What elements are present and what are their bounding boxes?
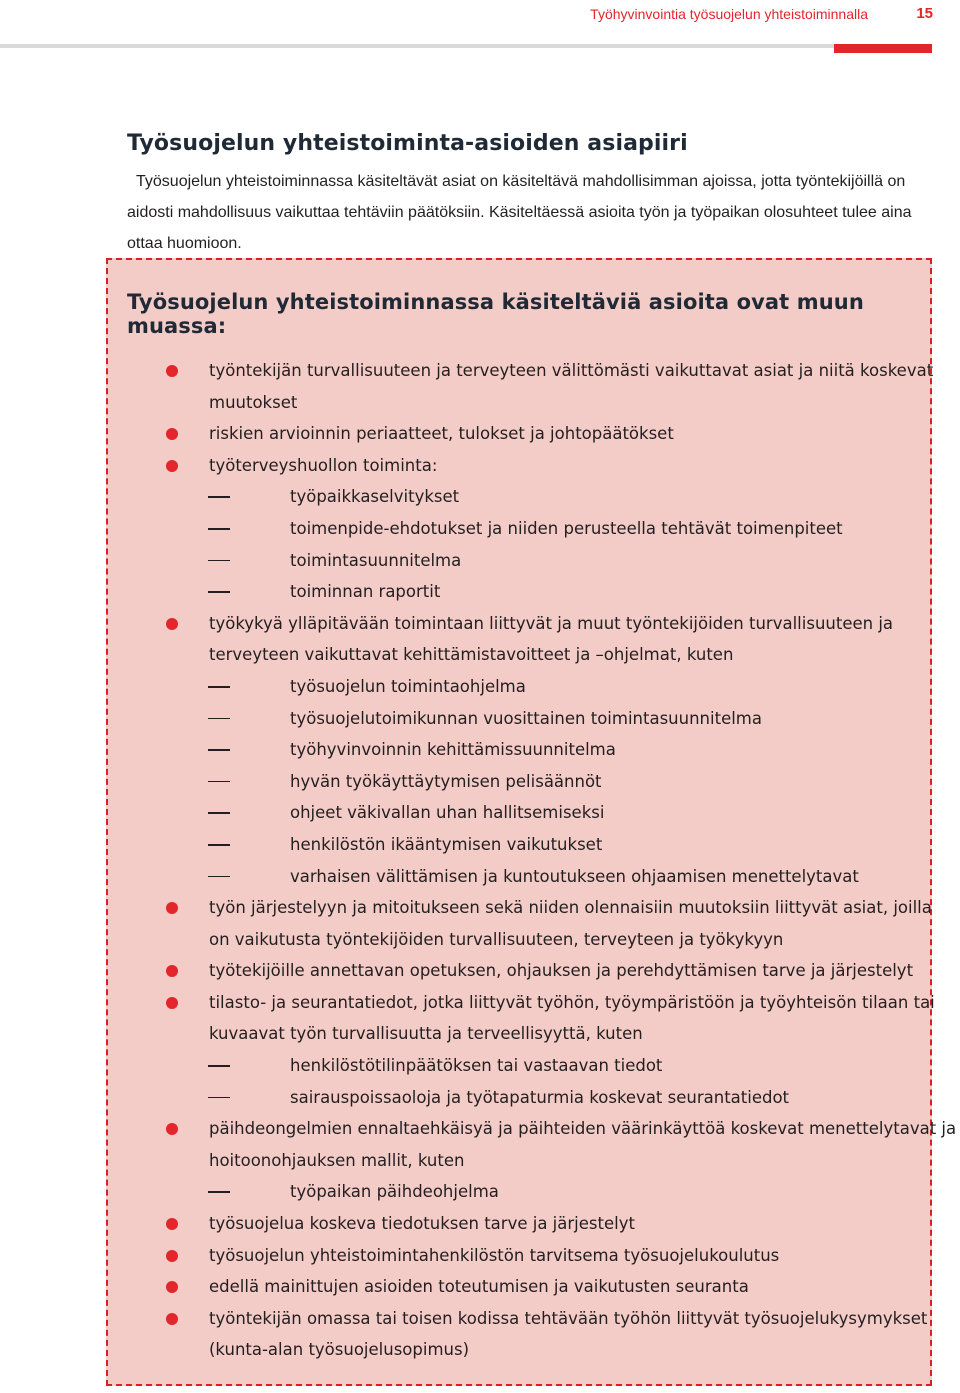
bullet-icon (166, 997, 178, 1009)
bullet-icon (166, 1281, 178, 1293)
sub-list-item (0, 576, 960, 608)
bullet-icon (166, 1250, 178, 1262)
list-item-text: varhaisen välittämisen ja kuntoutukseen ohjaamisen menettelytavat (290, 866, 859, 886)
bullet-icon (166, 428, 178, 440)
list-item-text: on vaikutusta työntekijöiden turvallisuuteen, terveyteen ja työkykyyn (209, 929, 784, 949)
section-title: Työsuojelun yhteistoiminta-asioiden asiapiiri (127, 131, 688, 156)
list-item (0, 450, 960, 482)
list-item-text: päihdeongelmien ennaltaehkäisyä ja päihteiden väärinkäyttöä koskevat menettelytavat ja (209, 1119, 957, 1139)
bullet-icon (166, 1218, 178, 1230)
bullet-icon (166, 1123, 178, 1135)
list-item-text: terveyteen vaikuttavat kehittämistavoitteet ja –ohjelmat, kuten (209, 645, 734, 665)
list-item-continuation (0, 387, 960, 419)
info-box-title: Työsuojelun yhteistoiminnassa käsiteltäviä asioita ovat muun muassa: (127, 290, 864, 338)
intro-paragraph: Työsuojelun yhteistoiminnassa käsiteltävät asiat on käsiteltävä mahdollisimman ajoissa, jotta työntekijöillä on aidosti mahdollisuus vaikuttaa tehtäviin päätöksiin. Käsiteltäessä asioita työn ja työpaikan olosuhteet tulee aina ottaa huomioon. (127, 173, 912, 252)
sub-list-item (0, 513, 960, 545)
list-item-text: työpaikan päihdeohjelma (290, 1182, 499, 1202)
dash-icon (208, 781, 230, 783)
sub-list-item (0, 481, 960, 513)
sub-list-item (0, 545, 960, 577)
list-item-text: työsuojelutoimikunnan vuosittainen toimintasuunnitelma (290, 708, 762, 728)
list-item (0, 1208, 960, 1240)
list-item-continuation (0, 924, 960, 956)
bullet-icon (166, 965, 178, 977)
list-item-text: hoitoonohjauksen mallit, kuten (209, 1150, 465, 1170)
bullet-icon (166, 902, 178, 914)
list-item-continuation (0, 1018, 960, 1050)
dash-icon (208, 749, 230, 751)
bullet-icon (166, 460, 178, 472)
sub-list-item (0, 671, 960, 703)
bullet-icon (166, 1313, 178, 1325)
dash-icon (208, 686, 230, 688)
dash-icon (208, 591, 230, 593)
list-item-text: työn järjestelyyn ja mitoitukseen sekä niiden olennaisiin muutoksiin liittyvät asiat, joilla (209, 898, 932, 918)
list-item (0, 1303, 960, 1335)
running-header-title: Työhyvinvointia työsuojelun yhteistoiminnalla (590, 6, 868, 22)
dash-icon (208, 1065, 230, 1067)
dash-icon (208, 528, 230, 530)
dash-icon (208, 718, 230, 720)
list-item (0, 1113, 960, 1145)
list-item-text: työpaikkaselvitykset (290, 487, 460, 507)
list-item (0, 1240, 960, 1272)
list-item-text: toiminnan raportit (290, 582, 441, 602)
sub-list-item (0, 1082, 960, 1114)
sub-list-item (0, 797, 960, 829)
bullet-icon (166, 365, 178, 377)
list-item-continuation (0, 639, 960, 671)
list-item (0, 355, 960, 387)
sub-list-item (0, 1050, 960, 1082)
header-rule (0, 44, 928, 48)
bullet-icon (166, 618, 178, 630)
list-item-continuation (0, 1145, 960, 1177)
list-item-text: hyvän työkäyttäytymisen pelisäännöt (290, 771, 602, 791)
dash-icon (208, 1097, 230, 1099)
list-item-text: työsuojelun toimintaohjelma (290, 676, 526, 696)
list-item-text: toimintasuunnitelma (290, 550, 462, 570)
list-item-text: kuvaavat työn turvallisuutta ja terveellisyyttä, kuten (209, 1024, 643, 1044)
list-item (0, 418, 960, 450)
header-accent-bar (834, 44, 932, 53)
dash-icon (208, 496, 230, 498)
list-item-continuation (0, 1334, 960, 1366)
sub-list-item (0, 766, 960, 798)
sub-list-item (0, 829, 960, 861)
sub-list-item (0, 1176, 960, 1208)
list-item (0, 892, 960, 924)
list-item (0, 987, 960, 1019)
list-item-text: edellä mainittujen asioiden toteutumisen ja vaikutusten seuranta (209, 1277, 749, 1297)
list-item-text: riskien arvioinnin periaatteet, tulokset ja johtopäätökset (209, 424, 674, 444)
list-item-text: ohjeet väkivallan uhan hallitsemiseksi (290, 803, 605, 823)
list-item-text: työkykyä ylläpitävään toimintaan liittyvät ja muut työntekijöiden turvallisuuteen ja (209, 613, 894, 633)
list-item-text: (kunta-alan työsuojelusopimus) (209, 1340, 470, 1360)
list-item (0, 1271, 960, 1303)
list-item (0, 955, 960, 987)
list-item (0, 608, 960, 640)
sub-list-item (0, 734, 960, 766)
list-item-text: työsuojelua koskeva tiedotuksen tarve ja järjestelyt (209, 1214, 635, 1234)
dash-icon (208, 1191, 230, 1193)
list-item-text: työntekijän turvallisuuteen ja terveyteen välittömästi vaikuttavat asiat ja niitä koskevat (209, 361, 934, 380)
list-item-text: sairauspoissaoloja ja työtapaturmia koskevat seurantatiedot (290, 1087, 790, 1107)
list-item-text: työhyvinvoinnin kehittämissuunnitelma (290, 740, 616, 760)
topic-list (0, 355, 960, 1366)
list-item-text: henkilöstötilinpäätöksen tai vastaavan tiedot (290, 1056, 663, 1076)
dash-icon (208, 876, 230, 878)
list-item-text: työntekijän omassa tai toisen kodissa tehtävään työhön liittyvät työsuojelukysymykset (209, 1308, 928, 1328)
list-item-text: muutokset (209, 392, 298, 412)
list-item-text: työsuojelun yhteistoimintahenkilöstön tarvitsema työsuojelukoulutus (209, 1245, 780, 1265)
list-item-text: henkilöstön ikääntymisen vaikutukset (290, 834, 603, 854)
list-item-text: toimenpide-ehdotukset ja niiden perusteella tehtävät toimenpiteet (290, 518, 843, 538)
dash-icon (208, 812, 230, 814)
list-item-text: työtekijöille annettavan opetuksen, ohjauksen ja perehdyttämisen tarve ja järjestelyt (209, 961, 914, 981)
sub-list-item (0, 861, 960, 893)
list-item-text: työterveyshuollon toiminta: (209, 455, 438, 475)
dash-icon (208, 560, 230, 562)
sub-list-item (0, 703, 960, 735)
page-number: 15 (916, 5, 933, 22)
list-item-text: tilasto- ja seurantatiedot, jotka liittyvät työhön, työympäristöön ja työyhteisön tilaan tai (209, 992, 935, 1012)
dash-icon (208, 844, 230, 846)
